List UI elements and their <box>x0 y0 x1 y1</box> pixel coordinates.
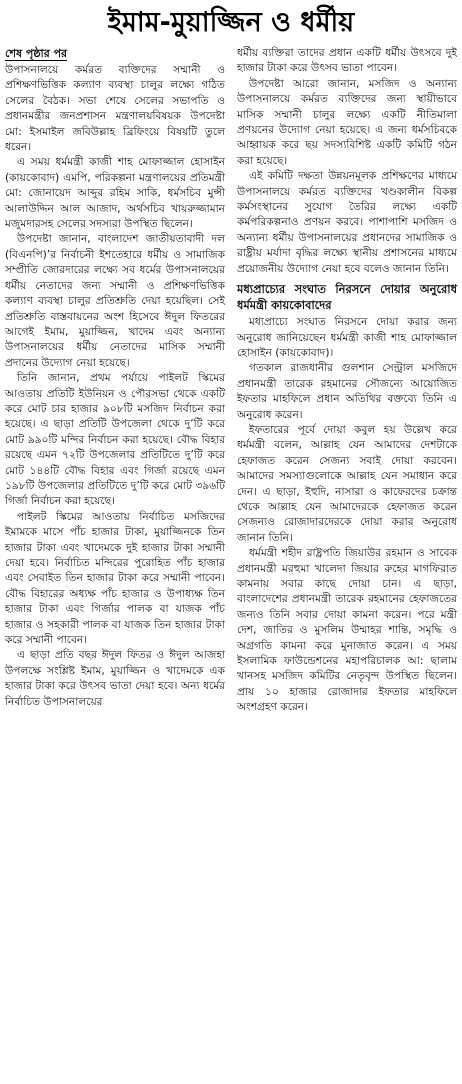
article-headline: ইমাম-মুয়াজ্জিন ও ধর্মীয় <box>107 7 355 38</box>
continuation-kicker <box>5 46 225 62</box>
sub-headline: মধ্যপ্রাচ্যের সংঘাত নিরসনে দোয়ার অনুরোধ ধর্মমন্ত্রী কায়কোবাদের <box>237 282 457 313</box>
right-column <box>237 46 457 716</box>
right-paragraph: গতকাল রাজধানীর গুলশান সেন্ট্রাল মসজিদে প্রধানমন্ত্রী তারেক রহমানের সৌজন্যে আয়োজিত ইফতার মাহফিলে প্রধান অতিথির বক্তব্যে তিনি এ অনুরোধ করেন। <box>237 362 457 421</box>
right-paragraph: এই কমিটি দক্ষতা উন্নয়নমূলক প্রশিক্ষণের মাধ্যমে উপাসনালয়ে কর্মরত ব্যক্তিদের খণ্ডকালীন বিকল্প কর্মসংস্থানের সুযোগ তৈরির লক্ষ্যে একটি কর্মপরিকল্পনাও প্রণয়ন করবে। পাশাপাশি মসজিদ ও অন্যান্য ধর্মীয় উপাসনালয়ের প্রধানদের সামাজিক ও রাষ্ট্রীয় মর্যাদা বৃদ্ধির লক্ষ্যে স্থানীয় প্রশাসনের মাধ্যমে প্রয়োজনীয় উদ্যোগ নেয়া হবে বলেও জানান তিনি। <box>237 170 457 275</box>
continuation-kicker-text: শেষ পৃষ্ঠার পর <box>5 47 68 60</box>
left-paragraph: এ সময় ধর্মমন্ত্রী কাজী শাহ মোফাজ্জাল হোসাইন (কায়কোবাদ) এমপি, পরিকল্পনা মন্ত্রণালয়ের প্রতিমন্ত্রী মো: জোনায়েদ আব্দুর রহিম সাকি, ধর্মসচিব মুন্সী আলাউদ্দিন আল আজাদ, অর্থসচিব খায়রুজ্জামান মজুমদারসহ সেলের সদস্যরা উপস্থিত ছিলেন। <box>5 156 225 231</box>
article-columns <box>5 46 457 716</box>
right-paragraph: মধ্যপ্রাচ্যে সংঘাত নিরসনে দোয়া করার জন্য অনুরোধ জানিয়েছেন ধর্মমন্ত্রী কাজী শাহ মোফাজ্জাল হোসাইন (কায়কোবাদ)। <box>237 316 457 359</box>
right-paragraph: ধর্মমন্ত্রী শহীদ রাষ্ট্রপতি জিয়াউর রহমান ও সাবেক প্রধানমন্ত্রী মরহুমা খালেদা জিয়ার রুহের মাগফিরাত কামনায় সবার কাছে দোয়া চান। এ ছাড়া, বাংলাদেশের প্রধানমন্ত্রী তারেক রহমানের হেফাজতের জন্যও তিনি সবার দোয়া কামনা করেন। পরে মন্ত্রী দেশ, জাতির ও মুসলিম উম্মাহর শান্তি, সমৃদ্ধি ও অগ্রগতি কামনা করে মুনাজাত করেন। এ সময় ইসলামিক ফাউন্ডেশনের মহাপরিচালক আ: ছালাম খানসহ মসজিদ কমিটির নেতৃবৃন্দ উপস্থিত ছিলেন। প্রায় ১০ হাজার রোজাদার ইফতার মাহফিলে অংশগ্রহণ করেন। <box>237 547 457 714</box>
left-column <box>5 46 225 716</box>
right-paragraph: উপদেষ্টা আরো জানান, মসজিদ ও অন্যান্য উপাসনালয়ে কর্মরত ব্যক্তিদের জন্য স্থায়ীভাবে মাসিক সম্মানী চালুর লক্ষ্যে একটি নীতিমালা প্রণয়নের উদ্যোগ নেয়া হয়েছে। এ জন্য ধর্মসচিবকে আহ্বায়ক করে ছয় সদস্যবিশিষ্ট একটি কমিটি গঠন করা হয়েছে। <box>237 77 457 167</box>
left-paragraph: পাইলট স্কিমের আওতায় নির্বাচিত মসজিদের ইমামকে মাসে পাঁচ হাজার টাকা, মুয়াজ্জিনকে তিন হাজার টাকা এবং খাদেমকে দুই হাজার টাকা সম্মানী দেয়া হবে। নির্বাচিত মন্দিরের পুরোহিত পাঁচ হাজার এবং সেবাইত তিন হাজার টাকা করে সম্মানী পাবেন। বৌদ্ধ বিহারের অধ্যক্ষ পাঁচ হাজার ও উপাধ্যক্ষ তিন হাজার টাকা এবং গির্জার পালক বা যাজক পাঁচ হাজার ও সহকারী পালক বা যাজক তিন হাজার টাকা করে সম্মানী পাবেন। <box>5 510 225 647</box>
right-paragraph: ধর্মীয় ব্যক্তিরা তাদের প্রধান একটি ধর্মীয় উৎসবে দুই হাজার টাকা করে উৎসব ভাতা পাবেন। <box>237 47 457 75</box>
right-paragraph: ইফতারের পূর্বে দোয়া কবুল হয় উল্লেখ করে ধর্মমন্ত্রী বলেন, আল্লাহ যেন আমাদের দেশটাকে হেফাজত করেন সেজন্য সবাই দোয়া করবেন। আমাদের সমস্যাগুলোকে আল্লাহ যেন সমাধান করে দেন। এ ছাড়া, ইহুদি, নাসারা ও কাফেরদের চক্রান্ত থেকে আল্লাহ যেন আমাদেরকে হেফাজত করেন সেজন্যও রোজাদারদেরকে দোয়া করার অনুরোধ জানান তিনি। <box>237 423 457 544</box>
left-paragraph: উপদেষ্টা জানান, বাংলাদেশ জাতীয়তাবাদী দল (বিএনপি)’র নির্বাচনী ইশতেহারে ধর্মীয় ও সামাজিক সম্প্রীতি জোরদারের লক্ষ্যে সব ধর্মের উপাসনালয়ের ধর্মীয় নেতাদের জন্য সম্মানী ও প্রশিক্ষণভিত্তিক কল্যাণ ব্যবস্থা চালুর প্রতিশ্রুতি দেয়া হয়েছিল। সেই প্রতিশ্রুতি বাস্তবায়নের অংশ হিসেবে ঈদুল ফিতরের আগেই ইমাম, মুয়াজ্জিন, খাদেম এবং অন্যান্য উপাসনালয়ের ধর্মীয় নেতাদের মাসিক সম্মানী প্রদানের উদ্যোগ নেয়া হয়েছে। <box>5 233 225 369</box>
left-paragraph: উপাসনালয়ে কর্মরত ব্যক্তিদের সম্মানী ও প্রশিক্ষণভিত্তিক কল্যাণ ব্যবস্থা চালুর লক্ষ্যে গঠিত সেলের বৈঠক। সভা শেষে সেলের সভাপতি ও প্রধানমন্ত্রীর জনপ্রশাসন মন্ত্রণালয়বিষয়ক উপদেষ্টা মো: ইসমাইল জবিউল্লাহ ব্রিফিংয়ে বিষয়টি তুলে ধরেন। <box>5 64 225 154</box>
left-paragraph: এ ছাড়া প্রতি বছর ঈদুল ফিতর ও ঈদুল আজহা উপলক্ষে সংশ্লিষ্ট ইমাম, মুয়াজ্জিন ও খাদেমকে এক হাজার টাকা করে উৎসব ভাতা দেয়া হবে। অন্য ধর্মের নির্বাচিত উপাসনালয়ের <box>5 649 225 708</box>
left-paragraph: তিনি জানান, প্রথম পর্যায়ে পাইলট স্কিমের আওতায় প্রতিটি ইউনিয়ন ও পৌরসভা থেকে একটি করে মোট চার হাজার ৯০৮টি মসজিদ নির্বাচন করা হয়েছে। এ ছাড়া প্রতিটি উপজেলা থেকে দু’টি করে মোট ৯৯০টি মন্দির নির্বাচন করা হয়েছে। বৌদ্ধ বিহার রয়েছে এমন ৭২টি উপজেলার প্রতিটিতে দু’টি করে মোট ১৪৪টি বৌদ্ধ বিহার এবং গির্জা রয়েছে এমন ১৯৮টি উপজেলার প্রতিটিতে দু’টি করে মোট ৩৯৬টি গির্জা নির্বাচন করা হয়েছে। <box>5 372 225 508</box>
